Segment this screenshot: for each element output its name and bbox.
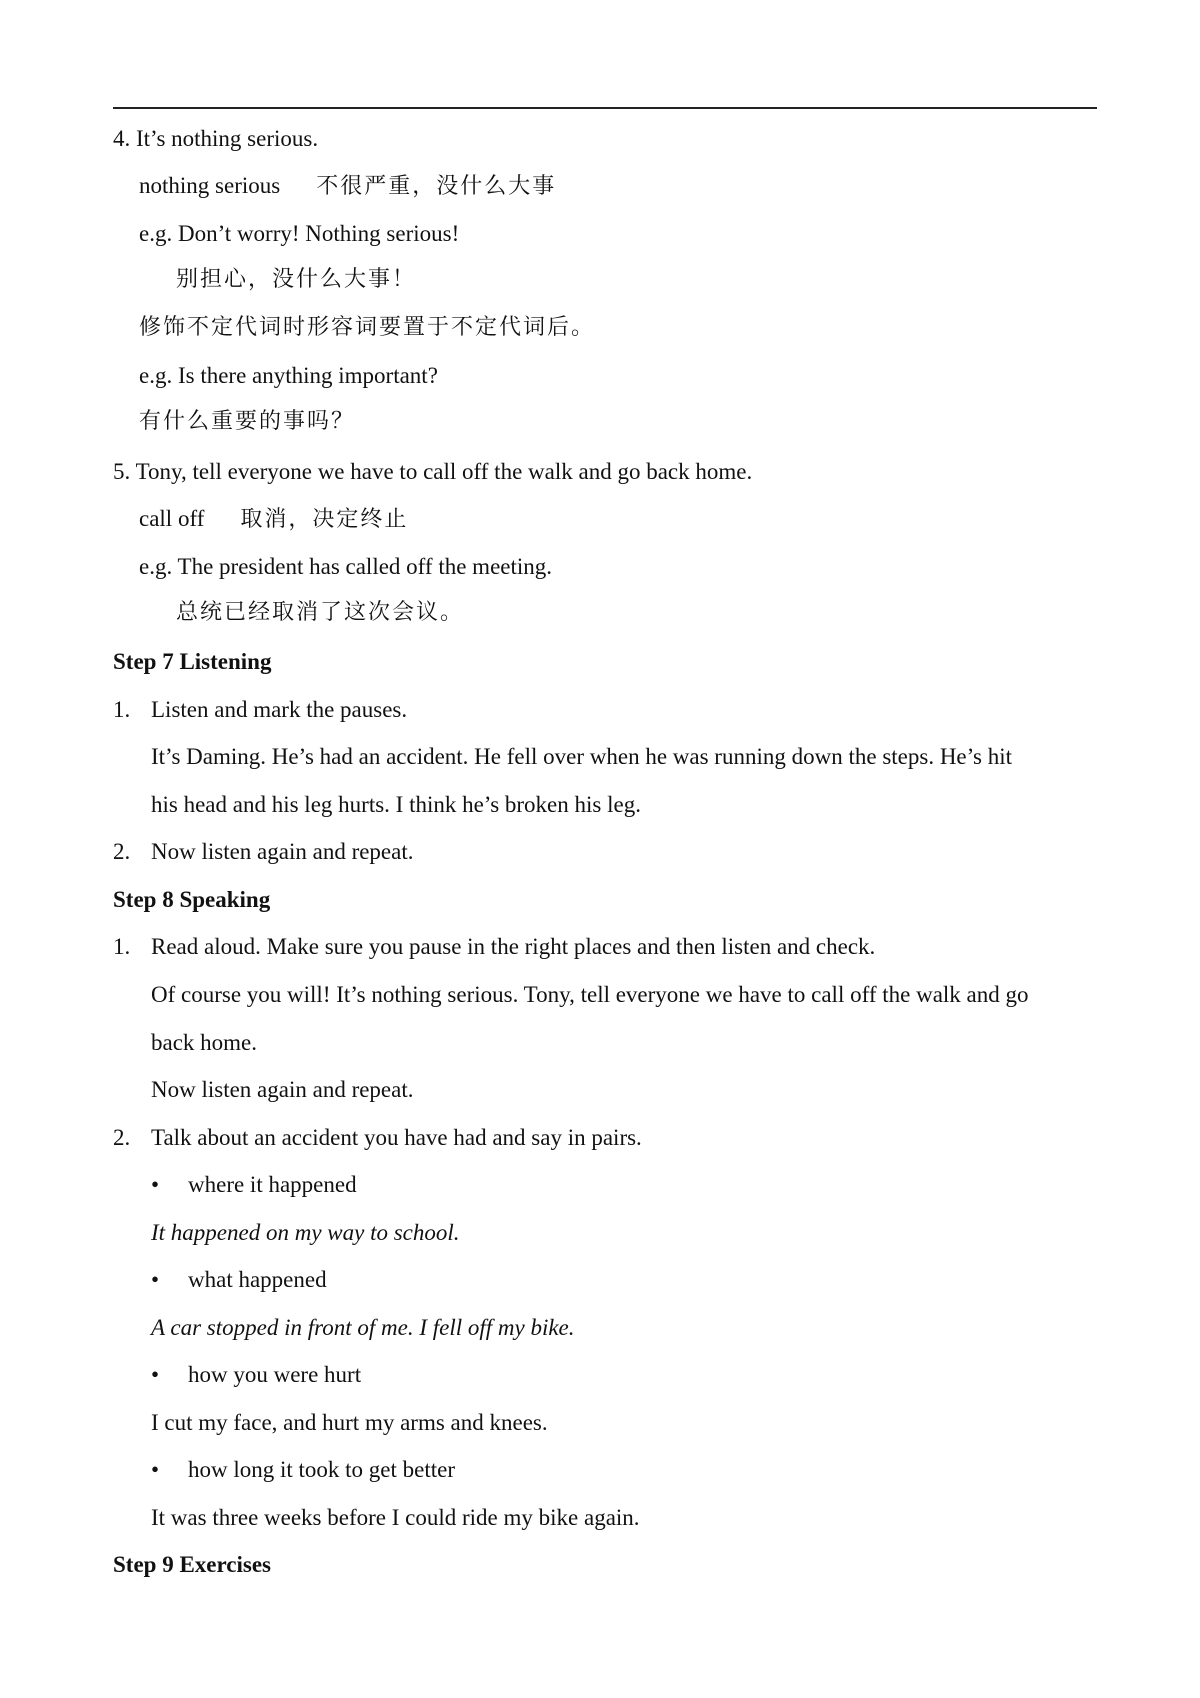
step8-item1-num: 1. (113, 934, 131, 959)
bullet-mark: • (151, 1172, 160, 1197)
step7-item1 (113, 696, 130, 724)
bullet-label: how you were hurt (188, 1362, 362, 1387)
step9-title: Step 9 Exercises (113, 1552, 272, 1577)
step7-item1-detail1: It’s Daming. He’s had an accident. He fell over when he was running down the steps. He’s hit (151, 744, 1013, 769)
item4-phrase-cn: 不很严重，没什么大事 (316, 174, 557, 199)
item4-phrase: nothing serious (139, 173, 281, 198)
step7-item1-text: Listen and mark the pauses. (151, 697, 408, 722)
bullet-answer: I cut my face, and hurt my arms and knees. (151, 1410, 548, 1435)
item4-heading: 4. It’s nothing serious. (113, 126, 319, 151)
bullet-mark: • (151, 1362, 160, 1387)
step8-item1-detail1: Of course you will! It’s nothing serious. Tony, tell everyone we have to call off the walk and go (151, 982, 1029, 1007)
step7-item2-num: 2. (113, 839, 131, 864)
item4-example1-cn: 别担心，没什么大事！ (176, 267, 417, 292)
bullet-mark: • (151, 1267, 160, 1292)
step7-title: Step 7 Listening (113, 649, 272, 674)
step8-item2-num: 2. (113, 1125, 131, 1150)
step8-item1-text: Read aloud. Make sure you pause in the right places and then listen and check. (151, 934, 876, 959)
step7-item2-text: Now listen again and repeat. (151, 839, 414, 864)
bullet-mark: • (151, 1457, 160, 1482)
item5-example1-cn: 总统已经取消了这次会议。 (176, 600, 465, 625)
item5-phrase-cn: 取消，决定终止 (240, 507, 409, 532)
step8-item2-text: Talk about an accident you have had and say in pairs. (151, 1125, 642, 1150)
step8-item1-detail3: Now listen again and repeat. (151, 1077, 414, 1102)
item4-example2-cn: 有什么重要的事吗？ (139, 409, 356, 434)
item4-rule-cn: 修饰不定代词时形容词要置于不定代词后。 (139, 315, 596, 340)
item4-phrase-line (139, 172, 556, 201)
step7-item1-detail2: his head and his leg hurts. I think he’s broken his leg. (151, 792, 641, 817)
bullet-answer: It was three weeks before I could ride my bike again. (151, 1505, 640, 1530)
item5-heading: 5. Tony, tell everyone we have to call off the walk and go back home. (113, 459, 753, 484)
header-rule (113, 107, 1097, 109)
item5-example1: e.g. The president has called off the meeting. (139, 554, 553, 579)
item4-example2: e.g. Is there anything important? (139, 363, 438, 388)
bullet-answer: It happened on my way to school. (151, 1220, 460, 1245)
item5-phrase-line (139, 505, 408, 534)
step8-item1-detail2: back home. (151, 1030, 258, 1055)
bullet-label: where it happened (188, 1172, 357, 1197)
step8-title: Step 8 Speaking (113, 887, 271, 912)
bullet-label: what happened (188, 1267, 327, 1292)
bullet-answer: A car stopped in front of me. I fell off my bike. (151, 1315, 575, 1340)
item5-phrase: call off (139, 506, 205, 531)
step7-item1-num: 1. (113, 697, 131, 722)
item4-example1: e.g. Don’t worry! Nothing serious! (139, 221, 460, 246)
bullet-label: how long it took to get better (188, 1457, 456, 1482)
